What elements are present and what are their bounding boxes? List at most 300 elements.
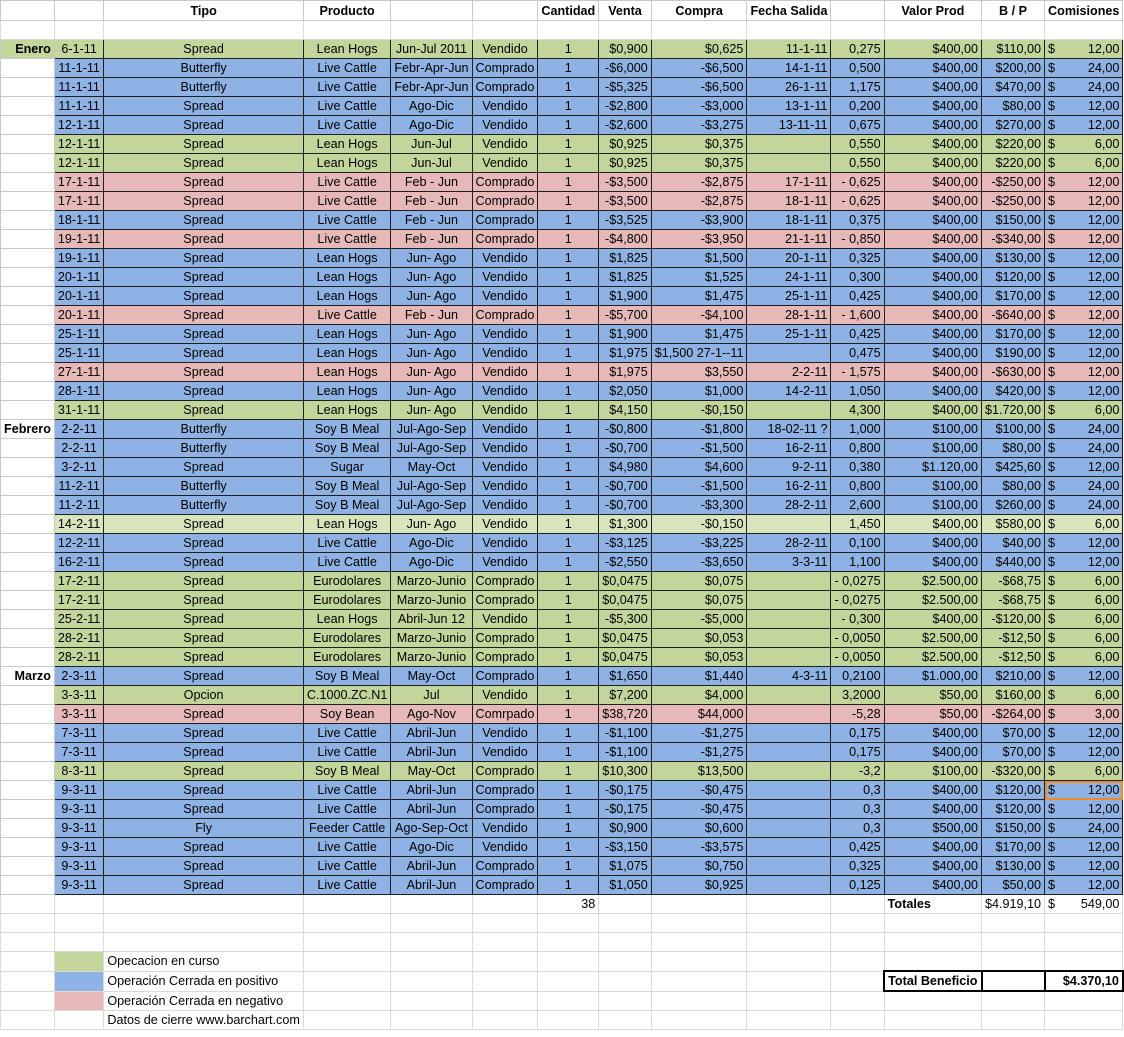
valor-prod-cell[interactable]: $400,00 xyxy=(884,230,981,249)
producto-cell[interactable]: Soy B Meal xyxy=(303,496,391,515)
periodo-cell[interactable]: Jun- Ago xyxy=(391,363,472,382)
venta-cell[interactable]: $1,900 xyxy=(599,287,652,306)
fecha-salida-cell[interactable]: 14-1-11 xyxy=(747,59,831,78)
comision-cell[interactable] xyxy=(1045,363,1123,382)
valor-prod-cell[interactable]: $100,00 xyxy=(884,496,981,515)
empty-cell[interactable] xyxy=(599,933,652,952)
column-header[interactable]: B / P xyxy=(982,1,1045,21)
venta-cell[interactable]: -$5,300 xyxy=(599,610,652,629)
empty-cell[interactable] xyxy=(104,914,303,933)
venta-cell[interactable]: $38,720 xyxy=(599,705,652,724)
cantidad-cell[interactable]: 1 xyxy=(538,325,599,344)
empty-cell[interactable] xyxy=(599,991,652,1011)
column-header[interactable]: Fecha Salida xyxy=(747,1,831,21)
producto-cell[interactable]: Lean Hogs xyxy=(303,154,391,173)
date-cell[interactable]: 12-2-11 xyxy=(54,534,103,553)
periodo-cell[interactable]: Ago-Dic xyxy=(391,838,472,857)
tipo-cell[interactable]: Spread xyxy=(104,249,303,268)
empty-cell[interactable] xyxy=(303,952,391,972)
producto-cell[interactable]: Live Cattle xyxy=(303,800,391,819)
periodo-cell[interactable]: Abril-Jun xyxy=(391,857,472,876)
operacion-cell[interactable]: Comprado xyxy=(472,648,538,667)
valor-prod-cell[interactable]: $400,00 xyxy=(884,610,981,629)
diferencia-cell[interactable]: 0,3 xyxy=(831,781,884,800)
tipo-cell[interactable]: Spread xyxy=(104,173,303,192)
fecha-salida-cell[interactable]: 14-2-11 xyxy=(747,382,831,401)
diferencia-cell[interactable]: - 0,0050 xyxy=(831,629,884,648)
diferencia-cell[interactable]: 0,550 xyxy=(831,135,884,154)
periodo-cell[interactable]: Jun- Ago xyxy=(391,287,472,306)
empty-cell[interactable] xyxy=(303,21,391,40)
diferencia-cell[interactable]: 0,2100 xyxy=(831,667,884,686)
bp-cell[interactable]: -$250,00 xyxy=(982,173,1045,192)
bp-cell[interactable]: -$264,00 xyxy=(982,705,1045,724)
date-cell[interactable]: 3-2-11 xyxy=(54,458,103,477)
compra-cell[interactable]: $1,440 xyxy=(651,667,747,686)
venta-cell[interactable]: -$0,175 xyxy=(599,800,652,819)
operacion-cell[interactable]: Vendido xyxy=(472,325,538,344)
valor-prod-cell[interactable]: $400,00 xyxy=(884,553,981,572)
cantidad-cell[interactable]: 1 xyxy=(538,401,599,420)
fecha-salida-cell[interactable]: 18-1-11 xyxy=(747,192,831,211)
tipo-cell[interactable]: Spread xyxy=(104,857,303,876)
fecha-salida-cell[interactable]: 20-1-11 xyxy=(747,249,831,268)
producto-cell[interactable]: Lean Hogs xyxy=(303,135,391,154)
tipo-cell[interactable]: Butterfly xyxy=(104,59,303,78)
empty-cell[interactable] xyxy=(982,991,1045,1011)
bp-cell[interactable]: $150,00 xyxy=(982,819,1045,838)
cantidad-cell[interactable]: 1 xyxy=(538,667,599,686)
venta-cell[interactable]: -$1,100 xyxy=(599,743,652,762)
compra-cell[interactable]: $0,925 xyxy=(651,876,747,895)
comision-cell[interactable] xyxy=(1045,192,1123,211)
producto-cell[interactable]: Live Cattle xyxy=(303,534,391,553)
bp-cell[interactable]: $100,00 xyxy=(982,420,1045,439)
comision-cell[interactable] xyxy=(1045,781,1123,800)
fecha-salida-cell[interactable] xyxy=(747,591,831,610)
column-header[interactable]: Compra xyxy=(651,1,747,21)
date-cell[interactable]: 16-2-11 xyxy=(54,553,103,572)
comision-cell[interactable] xyxy=(1045,211,1123,230)
fecha-salida-cell[interactable]: 25-1-11 xyxy=(747,325,831,344)
periodo-cell[interactable]: Jun- Ago xyxy=(391,249,472,268)
bp-cell[interactable]: $120,00 xyxy=(982,268,1045,287)
empty-cell[interactable] xyxy=(391,971,472,991)
bp-cell[interactable]: -$630,00 xyxy=(982,363,1045,382)
fecha-salida-cell[interactable] xyxy=(747,648,831,667)
empty-cell[interactable] xyxy=(747,914,831,933)
operacion-cell[interactable]: Vendido xyxy=(472,553,538,572)
periodo-cell[interactable]: Abril-Jun 12 xyxy=(391,610,472,629)
venta-cell[interactable]: $4,150 xyxy=(599,401,652,420)
operacion-cell[interactable]: Comprado xyxy=(472,591,538,610)
cantidad-cell[interactable]: 1 xyxy=(538,648,599,667)
diferencia-cell[interactable]: 1,000 xyxy=(831,420,884,439)
periodo-cell[interactable]: Ago-Dic xyxy=(391,116,472,135)
diferencia-cell[interactable]: 0,300 xyxy=(831,268,884,287)
operacion-cell[interactable]: Vendido xyxy=(472,40,538,59)
producto-cell[interactable]: Lean Hogs xyxy=(303,287,391,306)
fecha-salida-cell[interactable]: 28-2-11 xyxy=(747,496,831,515)
diferencia-cell[interactable]: - 0,850 xyxy=(831,230,884,249)
compra-cell[interactable]: $0,750 xyxy=(651,857,747,876)
diferencia-cell[interactable]: 1,100 xyxy=(831,553,884,572)
empty-cell[interactable] xyxy=(747,895,831,914)
diferencia-cell[interactable]: 3,2000 xyxy=(831,686,884,705)
producto-cell[interactable]: Lean Hogs xyxy=(303,268,391,287)
cantidad-cell[interactable]: 1 xyxy=(538,211,599,230)
compra-cell[interactable]: -$3,000 xyxy=(651,97,747,116)
bp-cell[interactable]: $50,00 xyxy=(982,876,1045,895)
empty-cell[interactable] xyxy=(391,21,472,40)
producto-cell[interactable]: Sugar xyxy=(303,458,391,477)
valor-prod-cell[interactable]: $400,00 xyxy=(884,173,981,192)
operacion-cell[interactable]: Vendido xyxy=(472,420,538,439)
date-cell[interactable]: 11-1-11 xyxy=(54,59,103,78)
date-cell[interactable]: 17-1-11 xyxy=(54,173,103,192)
valor-prod-cell[interactable]: $400,00 xyxy=(884,401,981,420)
empty-cell[interactable] xyxy=(303,895,391,914)
cantidad-cell[interactable]: 1 xyxy=(538,458,599,477)
fecha-salida-cell[interactable] xyxy=(747,838,831,857)
compra-cell[interactable]: $0,625 xyxy=(651,40,747,59)
totals-label[interactable]: Totales xyxy=(884,895,981,914)
comision-cell[interactable] xyxy=(1045,648,1123,667)
date-cell[interactable]: 9-3-11 xyxy=(54,857,103,876)
diferencia-cell[interactable]: - 0,0275 xyxy=(831,591,884,610)
date-cell[interactable]: 11-2-11 xyxy=(54,477,103,496)
fecha-salida-cell[interactable] xyxy=(747,515,831,534)
empty-cell[interactable] xyxy=(472,21,538,40)
legend-label[interactable]: Datos de cierre www.barchart.com xyxy=(104,1011,303,1030)
periodo-cell[interactable]: Abril-Jun xyxy=(391,876,472,895)
valor-prod-cell[interactable]: $2.500,00 xyxy=(884,629,981,648)
bp-cell[interactable]: $200,00 xyxy=(982,59,1045,78)
diferencia-cell[interactable]: - 0,0050 xyxy=(831,648,884,667)
producto-cell[interactable]: Eurodolares xyxy=(303,648,391,667)
fecha-salida-cell[interactable]: 16-2-11 xyxy=(747,439,831,458)
valor-prod-cell[interactable]: $400,00 xyxy=(884,154,981,173)
tipo-cell[interactable]: Spread xyxy=(104,667,303,686)
compra-cell[interactable]: $0,600 xyxy=(651,819,747,838)
venta-cell[interactable]: $1,075 xyxy=(599,857,652,876)
column-header[interactable]: Producto xyxy=(303,1,391,21)
venta-cell[interactable]: $1,050 xyxy=(599,876,652,895)
empty-cell[interactable] xyxy=(1045,952,1123,972)
compra-cell[interactable]: -$0,475 xyxy=(651,800,747,819)
empty-cell[interactable] xyxy=(303,933,391,952)
operacion-cell[interactable]: Vendido xyxy=(472,116,538,135)
periodo-cell[interactable]: Feb - Jun xyxy=(391,192,472,211)
operacion-cell[interactable]: Comprado xyxy=(472,173,538,192)
valor-prod-cell[interactable]: $400,00 xyxy=(884,40,981,59)
venta-cell[interactable]: -$3,500 xyxy=(599,173,652,192)
tipo-cell[interactable]: Spread xyxy=(104,211,303,230)
bp-cell[interactable]: $70,00 xyxy=(982,724,1045,743)
cantidad-cell[interactable]: 1 xyxy=(538,762,599,781)
month-label[interactable] xyxy=(1,572,55,591)
month-label[interactable] xyxy=(1,743,55,762)
comision-cell[interactable] xyxy=(1045,686,1123,705)
date-cell[interactable]: 12-1-11 xyxy=(54,116,103,135)
empty-cell[interactable] xyxy=(884,952,981,972)
producto-cell[interactable]: Live Cattle xyxy=(303,857,391,876)
operacion-cell[interactable]: Vendido xyxy=(472,458,538,477)
tipo-cell[interactable]: Spread xyxy=(104,344,303,363)
tipo-cell[interactable]: Spread xyxy=(104,743,303,762)
cantidad-cell[interactable]: 1 xyxy=(538,382,599,401)
date-cell[interactable]: 25-2-11 xyxy=(54,610,103,629)
venta-cell[interactable]: $0,900 xyxy=(599,40,652,59)
valor-prod-cell[interactable]: $400,00 xyxy=(884,116,981,135)
cantidad-cell[interactable]: 1 xyxy=(538,420,599,439)
month-label[interactable] xyxy=(1,401,55,420)
fecha-salida-cell[interactable]: 4-3-11 xyxy=(747,667,831,686)
venta-cell[interactable]: -$5,325 xyxy=(599,78,652,97)
date-cell[interactable]: 9-3-11 xyxy=(54,876,103,895)
operacion-cell[interactable]: Comprado xyxy=(472,306,538,325)
comision-cell[interactable] xyxy=(1045,724,1123,743)
corner-cell[interactable] xyxy=(1,1,55,21)
empty-cell[interactable] xyxy=(599,952,652,972)
tipo-cell[interactable]: Spread xyxy=(104,458,303,477)
periodo-cell[interactable]: Feb - Jun xyxy=(391,306,472,325)
operacion-cell[interactable]: Comprado xyxy=(472,192,538,211)
compra-cell[interactable]: $13,500 xyxy=(651,762,747,781)
producto-cell[interactable]: Lean Hogs xyxy=(303,363,391,382)
month-label[interactable] xyxy=(1,230,55,249)
comision-cell[interactable] xyxy=(1045,344,1123,363)
venta-cell[interactable]: -$4,800 xyxy=(599,230,652,249)
compra-cell[interactable]: $1,500 27-1--11 xyxy=(651,344,747,363)
venta-cell[interactable]: $2,050 xyxy=(599,382,652,401)
compra-cell[interactable]: -$0,475 xyxy=(651,781,747,800)
tipo-cell[interactable]: Spread xyxy=(104,534,303,553)
empty-cell[interactable] xyxy=(651,21,747,40)
operacion-cell[interactable]: Vendido xyxy=(472,686,538,705)
fecha-salida-cell[interactable]: 24-1-11 xyxy=(747,268,831,287)
empty-cell[interactable] xyxy=(1,971,55,991)
empty-cell[interactable] xyxy=(538,971,599,991)
cantidad-cell[interactable]: 1 xyxy=(538,591,599,610)
valor-prod-cell[interactable]: $400,00 xyxy=(884,363,981,382)
venta-cell[interactable]: $1,825 xyxy=(599,268,652,287)
compra-cell[interactable]: $0,375 xyxy=(651,135,747,154)
periodo-cell[interactable]: Jul-Ago-Sep xyxy=(391,496,472,515)
periodo-cell[interactable]: Feb - Jun xyxy=(391,211,472,230)
date-cell[interactable]: 28-2-11 xyxy=(54,629,103,648)
date-cell[interactable]: 25-1-11 xyxy=(54,344,103,363)
venta-cell[interactable]: -$2,800 xyxy=(599,97,652,116)
valor-prod-cell[interactable]: $500,00 xyxy=(884,819,981,838)
tipo-cell[interactable]: Spread xyxy=(104,876,303,895)
bp-cell[interactable]: $440,00 xyxy=(982,553,1045,572)
compra-cell[interactable]: $4,600 xyxy=(651,458,747,477)
empty-cell[interactable] xyxy=(982,914,1045,933)
empty-cell[interactable] xyxy=(472,971,538,991)
fecha-salida-cell[interactable] xyxy=(747,344,831,363)
comision-cell[interactable] xyxy=(1045,78,1123,97)
fecha-salida-cell[interactable] xyxy=(747,857,831,876)
compra-cell[interactable]: -$0,150 xyxy=(651,515,747,534)
comision-cell[interactable] xyxy=(1045,401,1123,420)
tipo-cell[interactable]: Spread xyxy=(104,40,303,59)
valor-prod-cell[interactable]: $400,00 xyxy=(884,97,981,116)
periodo-cell[interactable]: Jun- Ago xyxy=(391,401,472,420)
producto-cell[interactable]: Live Cattle xyxy=(303,78,391,97)
operacion-cell[interactable]: Vendido xyxy=(472,743,538,762)
month-label[interactable] xyxy=(1,363,55,382)
fecha-salida-cell[interactable] xyxy=(747,154,831,173)
date-cell[interactable]: 9-3-11 xyxy=(54,800,103,819)
column-header[interactable]: Cantidad xyxy=(538,1,599,21)
diferencia-cell[interactable]: 0,800 xyxy=(831,439,884,458)
compra-cell[interactable]: -$3,275 xyxy=(651,116,747,135)
column-header[interactable] xyxy=(54,1,103,21)
periodo-cell[interactable]: Jul-Ago-Sep xyxy=(391,420,472,439)
legend-label[interactable]: Operación Cerrada en positivo xyxy=(104,971,303,991)
comision-cell[interactable] xyxy=(1045,477,1123,496)
empty-cell[interactable] xyxy=(884,914,981,933)
producto-cell[interactable]: Live Cattle xyxy=(303,97,391,116)
producto-cell[interactable]: Soy B Meal xyxy=(303,762,391,781)
comision-cell[interactable] xyxy=(1045,857,1123,876)
diferencia-cell[interactable]: 0,675 xyxy=(831,116,884,135)
empty-cell[interactable] xyxy=(982,1011,1045,1030)
date-cell[interactable]: 20-1-11 xyxy=(54,306,103,325)
operacion-cell[interactable]: Comprado xyxy=(472,572,538,591)
operacion-cell[interactable]: Vendido xyxy=(472,363,538,382)
empty-cell[interactable] xyxy=(747,971,831,991)
diferencia-cell[interactable]: 0,800 xyxy=(831,477,884,496)
month-label[interactable]: Marzo xyxy=(1,667,55,686)
fecha-salida-cell[interactable]: 3-3-11 xyxy=(747,553,831,572)
producto-cell[interactable]: Live Cattle xyxy=(303,553,391,572)
empty-cell[interactable] xyxy=(831,21,884,40)
diferencia-cell[interactable]: - 0,300 xyxy=(831,610,884,629)
fecha-salida-cell[interactable] xyxy=(747,705,831,724)
venta-cell[interactable]: -$0,700 xyxy=(599,477,652,496)
bp-cell[interactable]: -$250,00 xyxy=(982,192,1045,211)
empty-cell[interactable] xyxy=(538,952,599,972)
empty-cell[interactable] xyxy=(391,1011,472,1030)
diferencia-cell[interactable]: 0,175 xyxy=(831,743,884,762)
tipo-cell[interactable]: Opcion xyxy=(104,686,303,705)
comision-cell[interactable] xyxy=(1045,268,1123,287)
empty-cell[interactable] xyxy=(747,21,831,40)
date-cell[interactable]: 11-2-11 xyxy=(54,496,103,515)
empty-cell[interactable] xyxy=(599,21,652,40)
tipo-cell[interactable]: Spread xyxy=(104,154,303,173)
month-label[interactable] xyxy=(1,591,55,610)
comision-cell[interactable] xyxy=(1045,249,1123,268)
diferencia-cell[interactable]: 0,325 xyxy=(831,249,884,268)
valor-prod-cell[interactable]: $400,00 xyxy=(884,268,981,287)
periodo-cell[interactable]: Abril-Jun xyxy=(391,781,472,800)
diferencia-cell[interactable]: 0,175 xyxy=(831,724,884,743)
bp-cell[interactable]: $70,00 xyxy=(982,743,1045,762)
bp-cell[interactable]: -$320,00 xyxy=(982,762,1045,781)
diferencia-cell[interactable]: 0,100 xyxy=(831,534,884,553)
venta-cell[interactable]: $0,0475 xyxy=(599,629,652,648)
producto-cell[interactable]: Live Cattle xyxy=(303,781,391,800)
venta-cell[interactable]: $10,300 xyxy=(599,762,652,781)
venta-cell[interactable]: -$6,000 xyxy=(599,59,652,78)
date-cell[interactable]: 9-3-11 xyxy=(54,781,103,800)
comision-cell[interactable] xyxy=(1045,135,1123,154)
cantidad-cell[interactable]: 1 xyxy=(538,135,599,154)
valor-prod-cell[interactable]: $400,00 xyxy=(884,534,981,553)
month-label[interactable] xyxy=(1,268,55,287)
periodo-cell[interactable]: Jun-Jul 2011 xyxy=(391,40,472,59)
fecha-salida-cell[interactable] xyxy=(747,781,831,800)
comision-cell[interactable] xyxy=(1045,116,1123,135)
empty-cell[interactable] xyxy=(982,952,1045,972)
cantidad-cell[interactable]: 1 xyxy=(538,496,599,515)
compra-cell[interactable]: -$2,875 xyxy=(651,173,747,192)
column-header[interactable]: Tipo xyxy=(104,1,303,21)
diferencia-cell[interactable]: - 0,0275 xyxy=(831,572,884,591)
month-label[interactable] xyxy=(1,781,55,800)
cantidad-cell[interactable]: 1 xyxy=(538,439,599,458)
valor-prod-cell[interactable]: $400,00 xyxy=(884,249,981,268)
comision-cell[interactable] xyxy=(1045,762,1123,781)
periodo-cell[interactable]: Ago-Dic xyxy=(391,534,472,553)
tipo-cell[interactable]: Spread xyxy=(104,325,303,344)
comision-cell[interactable] xyxy=(1045,420,1123,439)
cantidad-cell[interactable]: 1 xyxy=(538,876,599,895)
valor-prod-cell[interactable]: $400,00 xyxy=(884,211,981,230)
periodo-cell[interactable]: Jun-Jul xyxy=(391,154,472,173)
tipo-cell[interactable]: Spread xyxy=(104,648,303,667)
periodo-cell[interactable]: May-Oct xyxy=(391,667,472,686)
bp-cell[interactable]: $120,00 xyxy=(982,800,1045,819)
legend-swatch[interactable] xyxy=(54,952,103,972)
bp-cell[interactable]: $40,00 xyxy=(982,534,1045,553)
month-label[interactable] xyxy=(1,553,55,572)
venta-cell[interactable]: $7,200 xyxy=(599,686,652,705)
comision-cell[interactable] xyxy=(1045,610,1123,629)
periodo-cell[interactable]: Feb - Jun xyxy=(391,173,472,192)
producto-cell[interactable]: Live Cattle xyxy=(303,173,391,192)
operacion-cell[interactable]: Comprado xyxy=(472,800,538,819)
month-label[interactable] xyxy=(1,135,55,154)
compra-cell[interactable]: $3,550 xyxy=(651,363,747,382)
cantidad-cell[interactable]: 1 xyxy=(538,268,599,287)
month-label[interactable] xyxy=(1,876,55,895)
producto-cell[interactable]: Live Cattle xyxy=(303,838,391,857)
column-header[interactable] xyxy=(391,1,472,21)
operacion-cell[interactable]: Vendido xyxy=(472,819,538,838)
empty-cell[interactable] xyxy=(1,952,55,972)
fecha-salida-cell[interactable] xyxy=(747,686,831,705)
diferencia-cell[interactable]: 0,500 xyxy=(831,59,884,78)
date-cell[interactable]: 2-3-11 xyxy=(54,667,103,686)
comision-cell[interactable] xyxy=(1045,534,1123,553)
bp-cell[interactable]: $260,00 xyxy=(982,496,1045,515)
empty-cell[interactable] xyxy=(1,1011,55,1030)
comision-cell[interactable] xyxy=(1045,382,1123,401)
empty-cell[interactable] xyxy=(391,914,472,933)
comision-cell[interactable] xyxy=(1045,287,1123,306)
fecha-salida-cell[interactable]: 11-1-11 xyxy=(747,40,831,59)
bp-cell[interactable]: -$68,75 xyxy=(982,572,1045,591)
empty-cell[interactable] xyxy=(747,1011,831,1030)
producto-cell[interactable]: Live Cattle xyxy=(303,724,391,743)
tipo-cell[interactable]: Spread xyxy=(104,268,303,287)
fecha-salida-cell[interactable] xyxy=(747,819,831,838)
venta-cell[interactable]: -$5,700 xyxy=(599,306,652,325)
